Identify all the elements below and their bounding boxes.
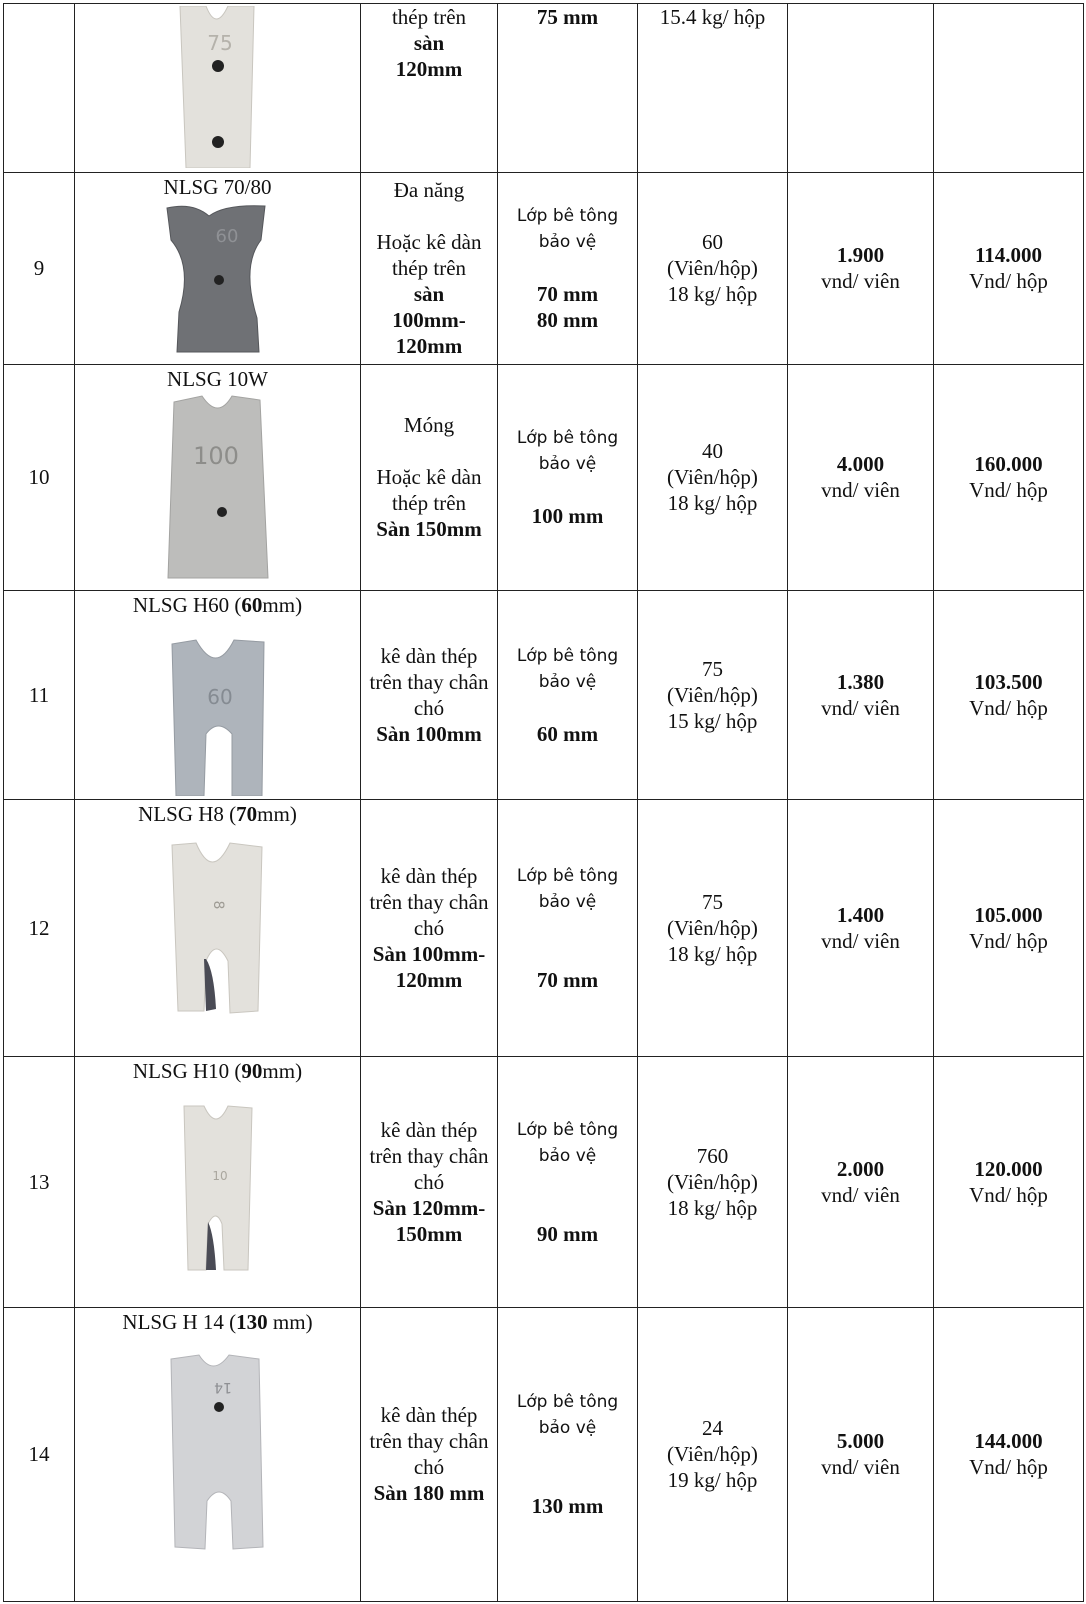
cover-value: 70 mm <box>536 282 599 307</box>
box-price: 105.000 <box>974 903 1043 928</box>
unit-price-label: vnd/ viên <box>821 269 900 294</box>
quantity-count: 75 <box>702 657 723 682</box>
row-number: 13 <box>4 1057 75 1308</box>
cover-label: Lớp bê tông <box>516 1119 619 1140</box>
concrete-spacer-image <box>153 1351 283 1563</box>
unit-price-cell <box>788 800 934 1057</box>
product-cell <box>75 364 361 590</box>
quantity-unit: (Viên/hộp) <box>667 1442 758 1467</box>
usage-cell <box>361 1057 498 1308</box>
usage-text: kê dàn thép <box>380 1117 478 1142</box>
unit-price-cell <box>788 590 934 800</box>
concrete-spacer-image <box>158 841 278 1033</box>
cover-value: 100 mm <box>531 504 604 529</box>
usage-text: trên thay chân <box>369 1143 489 1168</box>
quantity-weight: 15.4 kg/ hộp <box>659 5 766 29</box>
unit-price-cell <box>788 4 934 173</box>
concrete-spacer-image <box>153 200 283 355</box>
cover-cell <box>498 4 638 173</box>
box-price-cell <box>934 1057 1084 1308</box>
quantity-unit: (Viên/hộp) <box>667 465 758 490</box>
unit-price-label: vnd/ viên <box>821 478 900 503</box>
usage-text: 120mm <box>395 57 463 81</box>
usage-text: trên thay chân <box>369 1429 489 1454</box>
unit-price: 1.400 <box>836 903 885 928</box>
quantity-unit: (Viên/hộp) <box>667 916 758 941</box>
quantity-cell <box>638 173 788 364</box>
usage-cell <box>361 364 498 590</box>
usage-text: Hoặc kê dàn <box>376 230 482 255</box>
quantity-weight: 18 kg/ hộp <box>667 1195 758 1220</box>
cover-label: Lớp bê tông <box>516 1392 619 1413</box>
unit-price-label: vnd/ viên <box>821 696 900 721</box>
box-price: 144.000 <box>974 1429 1043 1454</box>
unit-price: 5.000 <box>836 1429 885 1454</box>
box-price-label: Vnd/ hộp <box>969 269 1048 294</box>
image-engraving: 75 <box>206 31 233 55</box>
product-name: NLSG 10W <box>167 366 268 391</box>
cover-cell <box>498 173 638 364</box>
row-number: 11 <box>4 590 75 800</box>
table-row <box>4 4 1084 173</box>
unit-price-cell <box>788 173 934 364</box>
usage-text: Đa năng <box>393 178 465 203</box>
quantity-cell <box>638 364 788 590</box>
unit-price-cell <box>788 1307 934 1601</box>
quantity-weight: 18 kg/ hộp <box>667 942 758 967</box>
table-row <box>4 590 1084 800</box>
quantity-cell <box>638 1057 788 1308</box>
usage-text: Sàn 120mm- <box>372 1195 486 1220</box>
image-engraving: 60 <box>206 684 233 709</box>
quantity-count: 24 <box>702 1416 723 1441</box>
usage-text: Sàn 150mm <box>376 517 482 542</box>
unit-price-cell <box>788 1057 934 1308</box>
table-row <box>4 364 1084 590</box>
quantity-count: 75 <box>702 890 723 915</box>
unit-price: 4.000 <box>836 452 885 477</box>
usage-text: 100mm- <box>392 308 466 333</box>
quantity-weight: 18 kg/ hộp <box>667 282 758 307</box>
concrete-spacer-image <box>158 392 278 582</box>
usage-text: chó <box>413 1169 445 1194</box>
quantity-unit: (Viên/hộp) <box>667 683 758 708</box>
usage-text: chó <box>413 916 445 941</box>
price-table <box>3 3 1084 1602</box>
cover-cell <box>498 1057 638 1308</box>
box-price: 103.500 <box>974 670 1043 695</box>
cover-label: bảo vệ <box>538 1418 597 1439</box>
quantity-unit: (Viên/hộp) <box>667 1169 758 1194</box>
quantity-cell <box>638 1307 788 1601</box>
cover-value: 60 mm <box>536 722 599 747</box>
quantity-weight: 18 kg/ hộp <box>667 491 758 516</box>
usage-text: kê dàn thép <box>380 644 478 669</box>
row-number: 14 <box>4 1307 75 1601</box>
usage-cell <box>361 173 498 364</box>
usage-text: 120mm <box>395 968 463 993</box>
box-price-label: Vnd/ hộp <box>969 1455 1048 1480</box>
product-cell <box>75 590 361 800</box>
product-name: NLSG H10 (90mm) <box>132 1059 303 1084</box>
quantity-count: 60 <box>702 230 723 255</box>
cover-value: 70 mm <box>536 968 599 993</box>
usage-text: kê dàn thép <box>380 1403 478 1428</box>
row-number: 9 <box>4 173 75 364</box>
quantity-cell <box>638 4 788 173</box>
usage-bold: sàn <box>413 31 445 55</box>
usage-cell <box>361 800 498 1057</box>
row-number: 10 <box>4 364 75 590</box>
usage-text: thép trên <box>391 491 467 516</box>
cover-label: Lớp bê tông <box>516 428 619 449</box>
row-number <box>4 4 75 173</box>
box-price-label: Vnd/ hộp <box>969 696 1048 721</box>
quantity-cell <box>638 800 788 1057</box>
product-cell <box>75 173 361 364</box>
cover-value: 90 mm <box>536 1221 599 1246</box>
row-number: 12 <box>4 800 75 1057</box>
table-row <box>4 800 1084 1057</box>
usage-cell <box>361 4 498 173</box>
unit-price-label: vnd/ viên <box>821 1182 900 1207</box>
cover-value: 130 mm <box>531 1494 604 1519</box>
usage-text: Hoặc kê dàn <box>376 465 482 490</box>
cover-cell <box>498 364 638 590</box>
quantity-count: 760 <box>696 1143 729 1168</box>
unit-price: 2.000 <box>836 1156 885 1181</box>
table-row <box>4 1307 1084 1601</box>
cover-label: bảo vệ <box>538 892 597 913</box>
cover-value: 80 mm <box>536 308 599 333</box>
unit-price-cell <box>788 364 934 590</box>
box-price-cell <box>934 590 1084 800</box>
usage-text: 150mm <box>395 1221 463 1246</box>
cover-value: 75 mm <box>536 5 599 29</box>
unit-price-label: vnd/ viên <box>821 1455 900 1480</box>
cover-cell <box>498 1307 638 1601</box>
usage-text: trên thay chân <box>369 890 489 915</box>
usage-text: chó <box>413 1455 445 1480</box>
quantity-weight: 15 kg/ hộp <box>667 709 758 734</box>
cover-label: Lớp bê tông <box>516 646 619 667</box>
quantity-count: 40 <box>702 439 723 464</box>
table-row <box>4 1057 1084 1308</box>
usage-text: Sàn 100mm- <box>372 942 486 967</box>
usage-cell <box>361 1307 498 1601</box>
unit-price: 1.380 <box>836 670 885 695</box>
product-name: NLSG H 14 (130 mm) <box>122 1309 313 1334</box>
cover-label: bảo vệ <box>538 1145 597 1166</box>
usage-text: Móng <box>403 413 455 438</box>
box-price: 160.000 <box>974 452 1043 477</box>
usage-text: Sàn 180 mm <box>373 1481 485 1506</box>
product-name: NLSG H60 (60mm) <box>132 592 303 617</box>
usage-text: trên thay chân <box>369 670 489 695</box>
usage-text: chó <box>413 696 445 721</box>
unit-price-label: vnd/ viên <box>821 929 900 954</box>
cover-cell <box>498 590 638 800</box>
usage-cell <box>361 590 498 800</box>
usage-text: 120mm <box>395 334 463 359</box>
box-price: 114.000 <box>974 243 1043 268</box>
product-cell <box>75 800 361 1057</box>
concrete-spacer-image <box>158 1104 278 1296</box>
image-engraving: 8 <box>209 900 226 910</box>
usage-text: thép trên <box>391 5 467 29</box>
concrete-spacer-image <box>158 6 278 168</box>
box-price: 120.000 <box>974 1156 1043 1181</box>
box-price-label: Vnd/ hộp <box>969 478 1048 503</box>
usage-bold: sàn <box>413 282 445 307</box>
cover-label: Lớp bê tông <box>516 866 619 887</box>
box-price-cell <box>934 800 1084 1057</box>
box-price-cell <box>934 4 1084 173</box>
usage-text: Sàn 100mm <box>376 722 482 747</box>
quantity-cell <box>638 590 788 800</box>
product-cell <box>75 4 361 173</box>
product-cell <box>75 1307 361 1601</box>
image-engraving: 10 <box>211 1169 228 1184</box>
cover-label: Lớp bê tông <box>516 206 619 227</box>
cover-label: bảo vệ <box>538 454 597 475</box>
quantity-weight: 19 kg/ hộp <box>667 1468 758 1493</box>
concrete-spacer-image <box>158 624 278 796</box>
unit-price: 1.900 <box>836 243 885 268</box>
table-row <box>4 173 1084 364</box>
box-price-label: Vnd/ hộp <box>969 929 1048 954</box>
quantity-unit: (Viên/hộp) <box>667 256 758 281</box>
usage-text: thép trên <box>391 256 467 281</box>
image-engraving: 14 <box>213 1378 232 1395</box>
usage-text: kê dàn thép <box>380 864 478 889</box>
box-price-cell <box>934 364 1084 590</box>
cover-label: bảo vệ <box>538 232 597 253</box>
cover-cell <box>498 800 638 1057</box>
product-name: NLSG 70/80 <box>163 175 272 200</box>
box-price-label: Vnd/ hộp <box>969 1182 1048 1207</box>
image-engraving: 100 <box>192 441 239 470</box>
product-cell <box>75 1057 361 1308</box>
image-engraving: 60 <box>215 226 238 248</box>
box-price-cell <box>934 173 1084 364</box>
product-name: NLSG H8 (70mm) <box>138 802 297 827</box>
cover-label: bảo vệ <box>538 672 597 693</box>
box-price-cell <box>934 1307 1084 1601</box>
